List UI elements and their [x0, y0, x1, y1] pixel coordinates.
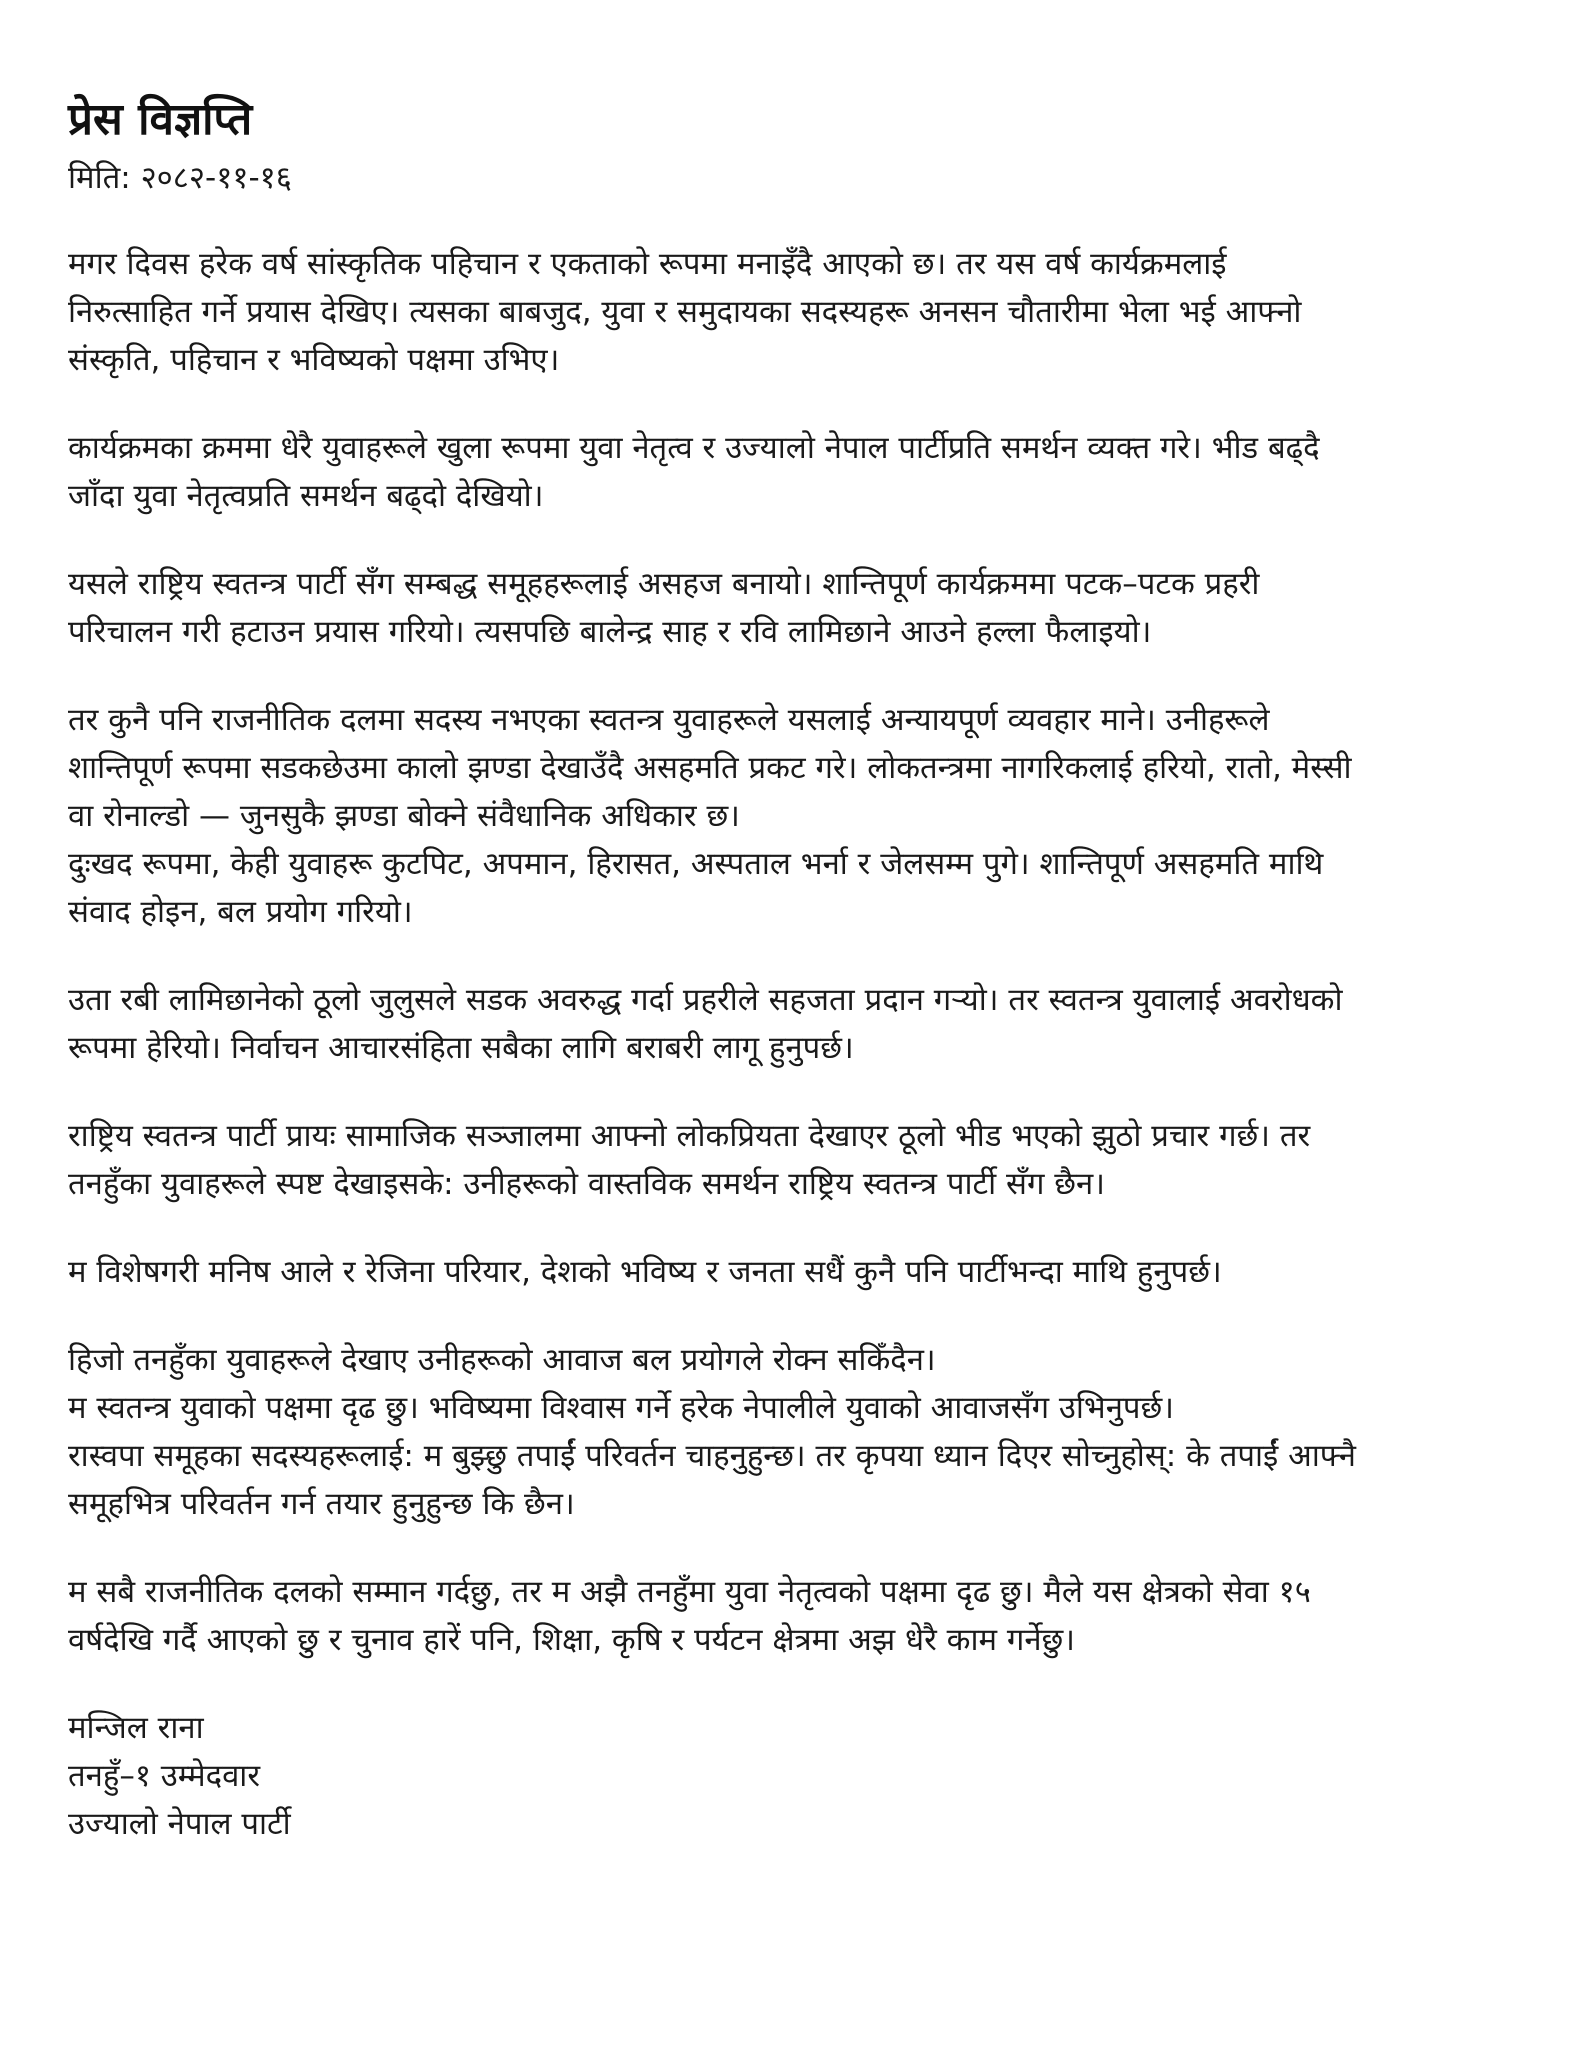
- paragraph-6: [68, 1112, 1522, 1208]
- signatory-party: उज्यालो नेपाल पार्टी: [68, 1806, 291, 1842]
- text-line: दुःखद रूपमा, केही युवाहरू कुटपिट, अपमान, हिरासत, अस्पताल भर्ना र जेलसम्म पुगे। शान्तिपूर्ण असहमति माथि: [68, 846, 1324, 882]
- paragraph-4: [68, 696, 1522, 936]
- text-line: म स्वतन्त्र युवाको पक्षमा दृढ छु। भविष्यमा विश्वास गर्ने हरेक नेपालीले युवाको आवाजसँग उभिनुपर्छ।: [68, 1390, 1174, 1426]
- text-line: रूपमा हेरियो। निर्वाचन आचारसंहिता सबैका लागि बराबरी लागू हुनुपर्छ।: [68, 1030, 854, 1066]
- text-line: वा रोनाल्डो — जुनसुकै झण्डा बोक्ने संवैधानिक अधिकार छ।: [68, 798, 740, 834]
- text-line: म सबै राजनीतिक दलको सम्मान गर्दछु, तर म अझै तनहुँमा युवा नेतृत्वको पक्षमा दृढ छु। मैले यस क्षेत्रको सेवा १५: [68, 1574, 1311, 1610]
- paragraph-1: [68, 240, 1522, 384]
- text-line: मगर दिवस हरेक वर्ष सांस्कृतिक पहिचान र एकताको रूपमा मनाइँदै आएको छ। तर यस वर्ष कार्यक्रमलाई: [68, 246, 1227, 282]
- release-date: मिति: २०८२-११-१६: [68, 160, 292, 196]
- text-line: उता रबी लामिछानेको ठूलो जुलुसले सडक अवरुद्ध गर्दा प्रहरीले सहजता प्रदान गर्‍यो। तर स्वतन्त्र युवालाई अवरोधको: [68, 982, 1343, 1018]
- text-line: संवाद होइन, बल प्रयोग गरियो।: [68, 894, 413, 930]
- paragraph-3: [68, 560, 1522, 656]
- text-line: कार्यक्रमका क्रममा धेरै युवाहरूले खुला रूपमा युवा नेतृत्व र उज्यालो नेपाल पार्टीप्रति समर्थन व्यक्त गरे। भीड बढ्दै: [68, 430, 1320, 466]
- page-title: प्रेस विज्ञप्ति: [68, 94, 253, 145]
- text-line: वर्षदेखि गर्दै आएको छु र चुनाव हारें पनि, शिक्षा, कृषि र पर्यटन क्षेत्रमा अझ धेरै काम गर्नेछु।: [68, 1622, 1076, 1658]
- paragraph-2: [68, 424, 1522, 520]
- text-line: समूहभित्र परिवर्तन गर्न तयार हुनुहुन्छ कि छैन।: [68, 1486, 575, 1522]
- text-line: म विशेषगरी मनिष आले र रेजिना परियार, देशको भविष्य र जनता सधैं कुनै पनि पार्टीभन्दा माथि हुनुपर्छ।: [68, 1254, 1222, 1290]
- text-line: निरुत्साहित गर्ने प्रयास देखिए। त्यसका बाबजुद, युवा र समुदायका सदस्यहरू अनसन चौतारीमा भेला भई आफ्नो: [68, 294, 1302, 330]
- text-line: रास्वपा समूहका सदस्यहरूलाई: म बुझ्छु तपाईं परिवर्तन चाहनुहुन्छ। तर कृपया ध्यान दिएर सोच्नुहोस्: के तपाईं आफ्नै: [68, 1438, 1356, 1474]
- text-line: तनहुँका युवाहरूले स्पष्ट देखाइसके: उनीहरूको वास्तविक समर्थन राष्ट्रिय स्वतन्त्र पार्टी सँग छैन।: [68, 1166, 1105, 1202]
- text-line: हिजो तनहुँका युवाहरूले देखाए उनीहरूको आवाज बल प्रयोगले रोक्न सकिँदैन।: [68, 1342, 936, 1378]
- text-line: संस्कृति, पहिचान र भविष्यको पक्षमा उभिए।: [68, 342, 560, 378]
- paragraph-9: [68, 1568, 1522, 1664]
- paragraph-7: [68, 1248, 1522, 1296]
- text-line: तर कुनै पनि राजनीतिक दलमा सदस्य नभएका स्वतन्त्र युवाहरूले यसलाई अन्यायपूर्ण व्यवहार माने। उनीहरूले: [68, 702, 1270, 738]
- paragraph-8: [68, 1336, 1522, 1528]
- text-line: राष्ट्रिय स्वतन्त्र पार्टी प्रायः सामाजिक सञ्जालमा आफ्नो लोकप्रियता देखाएर ठूलो भीड भएको झुठो प्रचार गर्छ। तर: [68, 1118, 1311, 1154]
- signatory-name: मन्जिल राना: [68, 1710, 204, 1746]
- signature-block: [68, 1704, 1522, 1848]
- signatory-role: तनहुँ–१ उम्मेदवार: [68, 1758, 261, 1794]
- text-line: शान्तिपूर्ण रूपमा सडकछेउमा कालो झण्डा देखाउँदै असहमति प्रकट गरे। लोकतन्त्रमा नागरिकलाई हरियो, रातो, मेस्सी: [68, 750, 1352, 786]
- text-line: यसले राष्ट्रिय स्वतन्त्र पार्टी सँग सम्बद्ध समूहहरूलाई असहज बनायो। शान्तिपूर्ण कार्यक्रममा पटक–पटक प्रहरी: [68, 566, 1260, 602]
- text-line: परिचालन गरी हटाउन प्रयास गरियो। त्यसपछि बालेन्द्र साह र रवि लामिछाने आउने हल्ला फैलाइयो।: [68, 614, 1152, 650]
- paragraph-5: [68, 976, 1522, 1072]
- text-line: जाँदा युवा नेतृत्वप्रति समर्थन बढ्दो देखियो।: [68, 478, 544, 514]
